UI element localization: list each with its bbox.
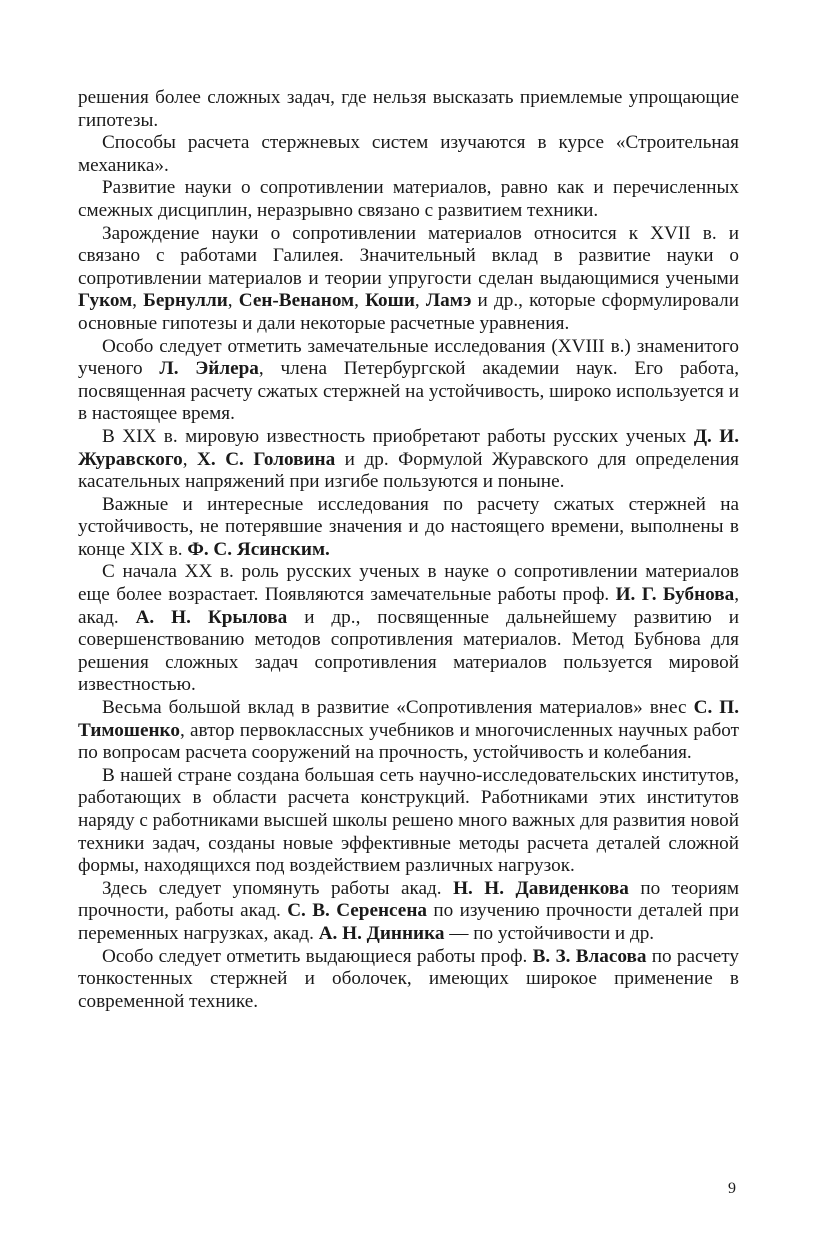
person-name: Х. С. Головина bbox=[197, 448, 336, 470]
text-run: Способы расчета стержневых систем изучаются в курсе «Строительная механика». bbox=[78, 132, 739, 176]
paragraph bbox=[78, 426, 739, 494]
text-run: решения более сложных задач, где нельзя высказать приемлемые упрощающие гипотезы. bbox=[78, 87, 739, 131]
text-run: , автор первоклассных учебников и многочисленных научных работ по вопросам расчета сооружений на прочность, устойчивость и колебания. bbox=[78, 719, 739, 764]
text-run: В XIX в. мировую известность приобретают работы русских ученых bbox=[102, 425, 694, 447]
person-name: С. П. Тимошенко bbox=[78, 697, 739, 741]
person-name: Коши bbox=[365, 290, 415, 312]
paragraph bbox=[78, 494, 739, 562]
paragraph bbox=[78, 561, 739, 697]
paragraph bbox=[78, 223, 739, 336]
text-run: по расчету тонкостенных стержней и оболочек, имеющих широкое применение в современной технике. bbox=[78, 945, 739, 1012]
text-run: Важные и интересные исследования по расчету сжатых стержней на устойчивость, не потерявшие значения и до настоящего времени, выполнены в конце XIX в. bbox=[78, 493, 739, 560]
page-number: 9 bbox=[728, 1180, 736, 1197]
person-name: Гуком bbox=[78, 290, 133, 312]
text-run: и др., посвященные дальнейшему развитию и совершенствованию методов сопротивления материалов. Метод Бубнова для решения сложных задач сопротивления материалов пользуется мировой известностью. bbox=[78, 606, 739, 696]
person-name: Л. Эйлера bbox=[159, 358, 259, 380]
person-name: Ф. С. Ясинским. bbox=[187, 538, 330, 560]
person-name: Сен-Венаном bbox=[238, 290, 355, 312]
person-name: А. Н. Динника bbox=[318, 922, 445, 944]
text-run: С начала XX в. роль русских ученых в науке о сопротивлении материалов еще более возрастает. Появляются замечательные работы проф. bbox=[78, 561, 739, 606]
text-run: , bbox=[354, 290, 366, 312]
person-name: С. В. Серенсена bbox=[287, 900, 427, 922]
person-name: Ламэ bbox=[425, 290, 472, 312]
person-name: Н. Н. Давиденкова bbox=[453, 877, 629, 899]
paragraph bbox=[78, 132, 739, 177]
text-run: Особо следует отметить замечательные исследования (XVIII в.) знаменитого ученого bbox=[78, 335, 739, 380]
person-name: И. Г. Бубнова bbox=[615, 584, 735, 606]
text-run: , члена Петербургской академии наук. Его работа, посвященная расчету сжатых стержней на устойчивость, широко используется и в настоящее время. bbox=[78, 358, 740, 425]
paragraph bbox=[78, 87, 739, 132]
text-run: по теориям прочности, работы акад. bbox=[78, 877, 740, 922]
person-name: Бернулли bbox=[143, 290, 228, 312]
text-run: — по устойчивости и др. bbox=[444, 922, 655, 944]
person-name: В. З. Власова bbox=[532, 945, 647, 967]
text-run: Особо следует отметить выдающиеся работы проф. bbox=[102, 945, 533, 967]
paragraph bbox=[78, 878, 739, 946]
text-run: Здесь следует упомянуть работы акад. bbox=[102, 877, 454, 899]
paragraph bbox=[78, 946, 739, 1014]
text-run: , bbox=[132, 290, 144, 312]
text-run: , bbox=[182, 448, 198, 470]
person-name: Д. И. Журавского bbox=[78, 425, 739, 470]
text-run: и др., которые сформулировали основные гипотезы и дали некоторые расчетные уравнения. bbox=[78, 290, 740, 334]
text-run: Развитие науки о сопротивлении материалов, равно как и перечисленных смежных дисциплин, неразрывно связано с развитием техники. bbox=[78, 177, 739, 221]
text-run: по изучению прочности деталей при переменных нагрузках, акад. bbox=[78, 900, 740, 944]
person-name: А. Н. Крылова bbox=[135, 606, 288, 628]
paragraph bbox=[78, 697, 739, 765]
text-run: , bbox=[227, 290, 239, 312]
text-run: и др. Формулой Журавского для определения касательных напряжений при изгибе пользуются и поныне. bbox=[78, 448, 739, 493]
paragraph bbox=[78, 765, 739, 878]
text-run: Зарождение науки о сопротивлении материалов относится к XVII в. и связано с работами Галилея. Значительный вклад в развитие науки о сопротивлении материалов и теории упругости сделан выдающимися учеными bbox=[78, 222, 739, 289]
text-run: В нашей стране создана большая сеть научно-исследовательских институтов, работающих в области расчета конструкций. Работниками этих институтов наряду с работниками высшей школы решено много важных для развития новой техники задач, созданы новые эффективные методы расчета деталей сложной формы, находящихся под воздействием различных нагрузок. bbox=[78, 764, 739, 877]
text-run: Весьма большой вклад в развитие «Сопротивления материалов» внес bbox=[102, 697, 694, 719]
paragraph bbox=[78, 336, 739, 426]
page-body bbox=[78, 87, 739, 1013]
text-run: , акад. bbox=[78, 584, 739, 628]
text-run: , bbox=[414, 290, 426, 312]
paragraph bbox=[78, 177, 739, 222]
